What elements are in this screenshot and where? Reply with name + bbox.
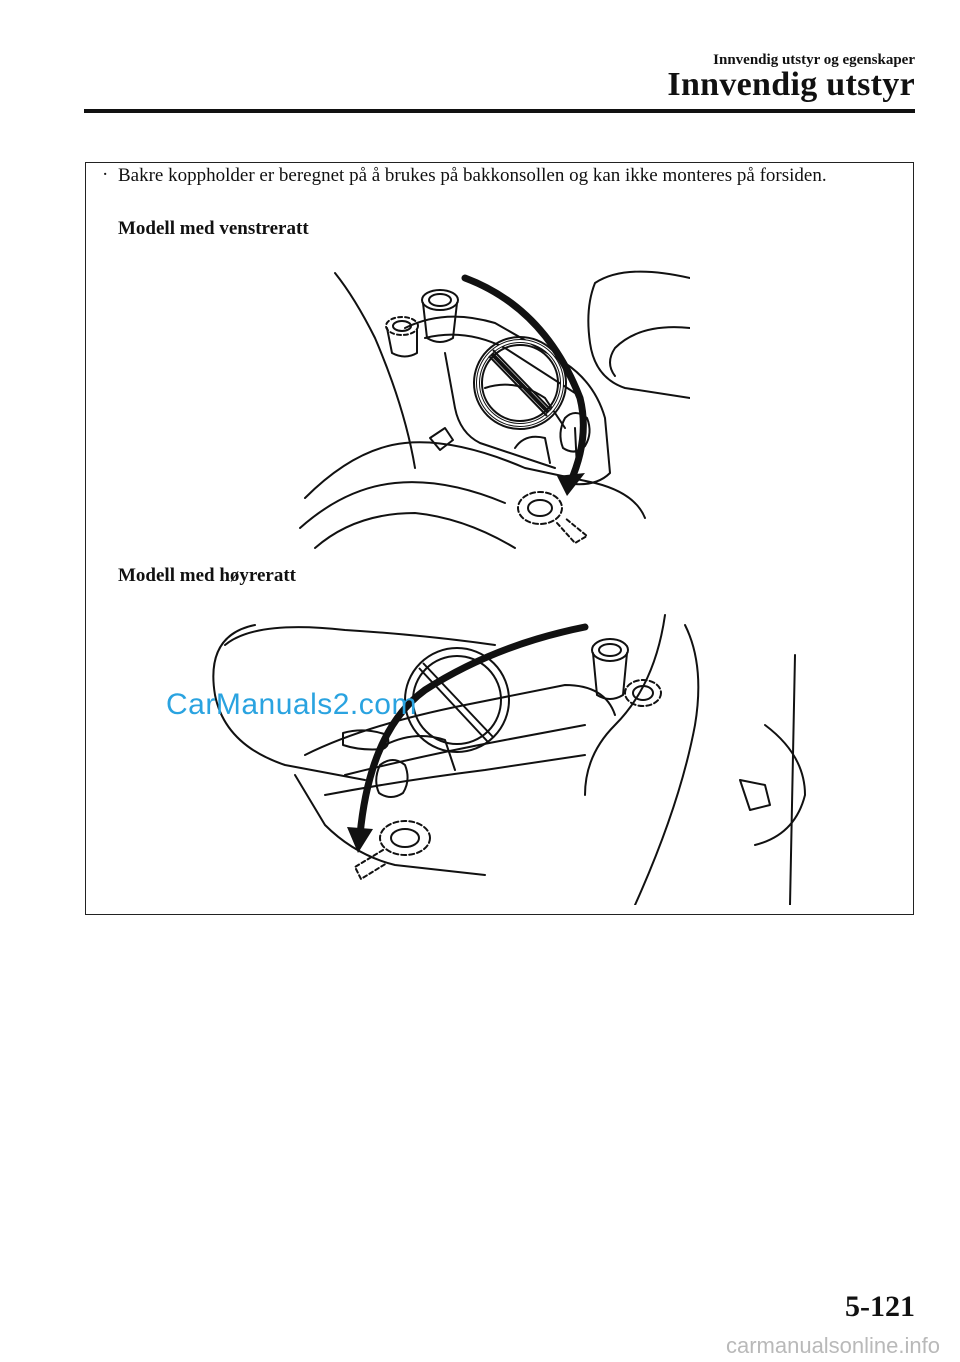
watermark-text: CarManuals2.com — [166, 688, 417, 721]
page-title: Innvendig utstyr — [667, 66, 915, 103]
subheading-right-hand-drive: Modell med høyreratt — [118, 565, 296, 586]
chapter-label: Innvendig utstyr og egenskaper — [713, 52, 915, 68]
header-rule — [84, 109, 915, 113]
page-number: 5-121 — [845, 1290, 915, 1323]
footer-site-link[interactable]: carmanualsonline.info — [725, 1333, 940, 1358]
bullet-text: Bakre koppholder er beregnet på å brukes på bakkonsollen og kan ikke monteres på forsiden. — [118, 165, 827, 186]
illustration-right-hand-drive — [165, 605, 825, 905]
illustration-left-hand-drive — [295, 268, 690, 558]
subheading-left-hand-drive: Modell med venstreratt — [118, 218, 309, 239]
